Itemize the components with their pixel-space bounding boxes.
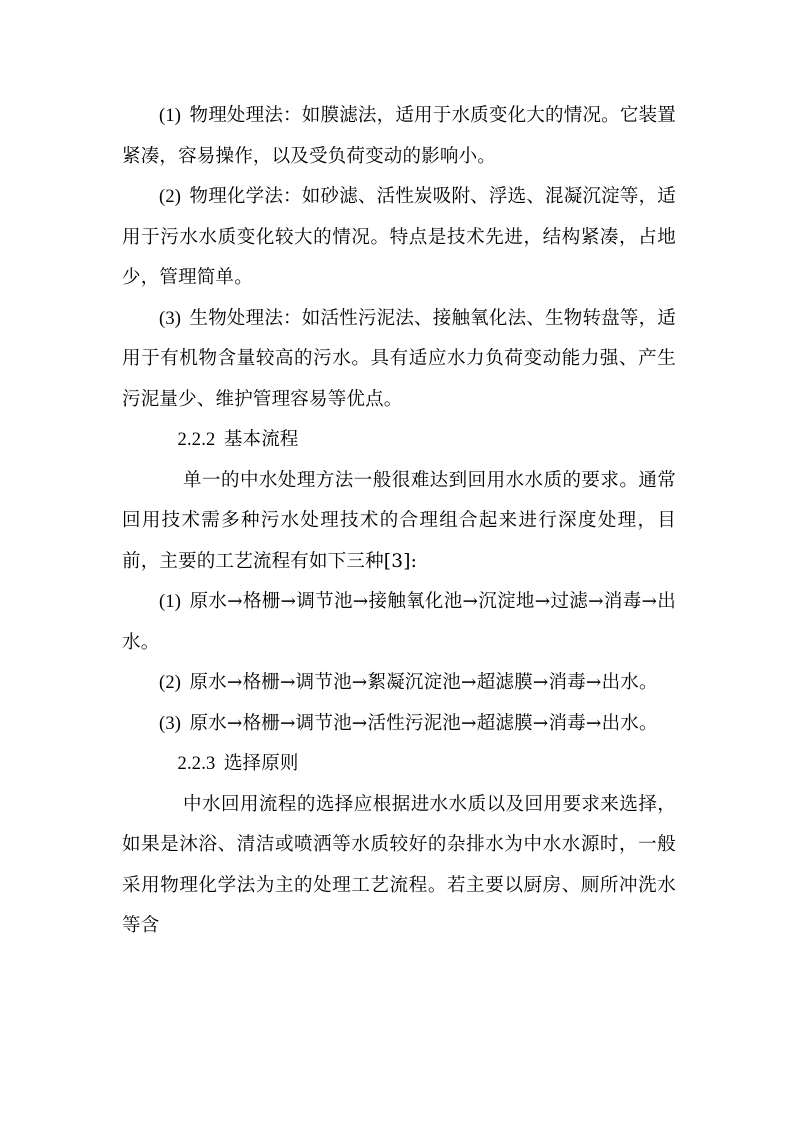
paragraph-text: 原水→格栅→调节池→絮凝沉淀池→超滤膜→消毒→出水。 — [189, 672, 658, 693]
paragraph-text: 原水→格栅→调节池→活性污泥池→超滤膜→消毒→出水。 — [189, 712, 658, 734]
list-number: (3) — [159, 308, 182, 329]
section-title: 选择原则 — [223, 753, 299, 774]
list-number: (2) — [159, 187, 182, 207]
paragraph-flow-3 — [122, 704, 676, 745]
paragraph-flow-intro — [122, 461, 676, 583]
paragraph-text: 生物处理法：如活性污泥法、接触氧化法、生物转盘等，适用于有机物含量较高的污水。具有适应水力负荷变动能力强、产生污泥量少、维护管理容易等优点。 — [122, 307, 676, 410]
list-number: (2) — [159, 673, 182, 693]
paragraph-physicochemical-method — [122, 177, 676, 299]
section-heading-basic-flow — [122, 420, 676, 461]
section-title: 基本流程 — [223, 429, 299, 450]
paragraph-text: 物理处理法：如膜滤法，适用于水质变化大的情况。它装置紧凑，容易操作，以及受负荷变动的影响小。 — [122, 105, 676, 167]
paragraph-physical-method — [122, 96, 676, 177]
paragraph-text: 中水回用流程的选择应根据进水水质以及回用要求来选择，如果是沐浴、清洁或喷洒等水质较好的杂排水为中水水源时，一般采用物理化学法为主的处理工艺流程。若主要以厨房、厕所冲洗水等含 — [122, 793, 676, 936]
paragraph-text: 原水→格栅→调节池→接触氧化池→沉淀地→过滤→消毒→出水。 — [122, 591, 676, 653]
list-number: (3) — [159, 713, 182, 734]
paragraph-selection-text — [122, 785, 676, 947]
list-number: (1) — [159, 592, 182, 612]
list-number: (1) — [159, 106, 182, 126]
document-body — [122, 96, 676, 947]
section-number: 2.2.3 — [177, 754, 216, 774]
section-number: 2.2.2 — [177, 430, 216, 450]
section-heading-selection-principle — [122, 744, 676, 785]
paragraph-biological-method — [122, 299, 676, 421]
paragraph-flow-2 — [122, 663, 676, 704]
paragraph-flow-1 — [122, 582, 676, 663]
paragraph-text: 单一的中水处理方法一般很难达到回用水水质的要求。通常回用技术需多种污水处理技术的合理组合起来进行深度处理，目前，主要的工艺流程有如下三种[3]: — [122, 469, 676, 572]
paragraph-text: 物理化学法：如砂滤、活性炭吸附、浮选、混凝沉淀等，适用于污水水质变化较大的情况。特点是技术先进，结构紧凑，占地少，管理简单。 — [122, 186, 676, 288]
